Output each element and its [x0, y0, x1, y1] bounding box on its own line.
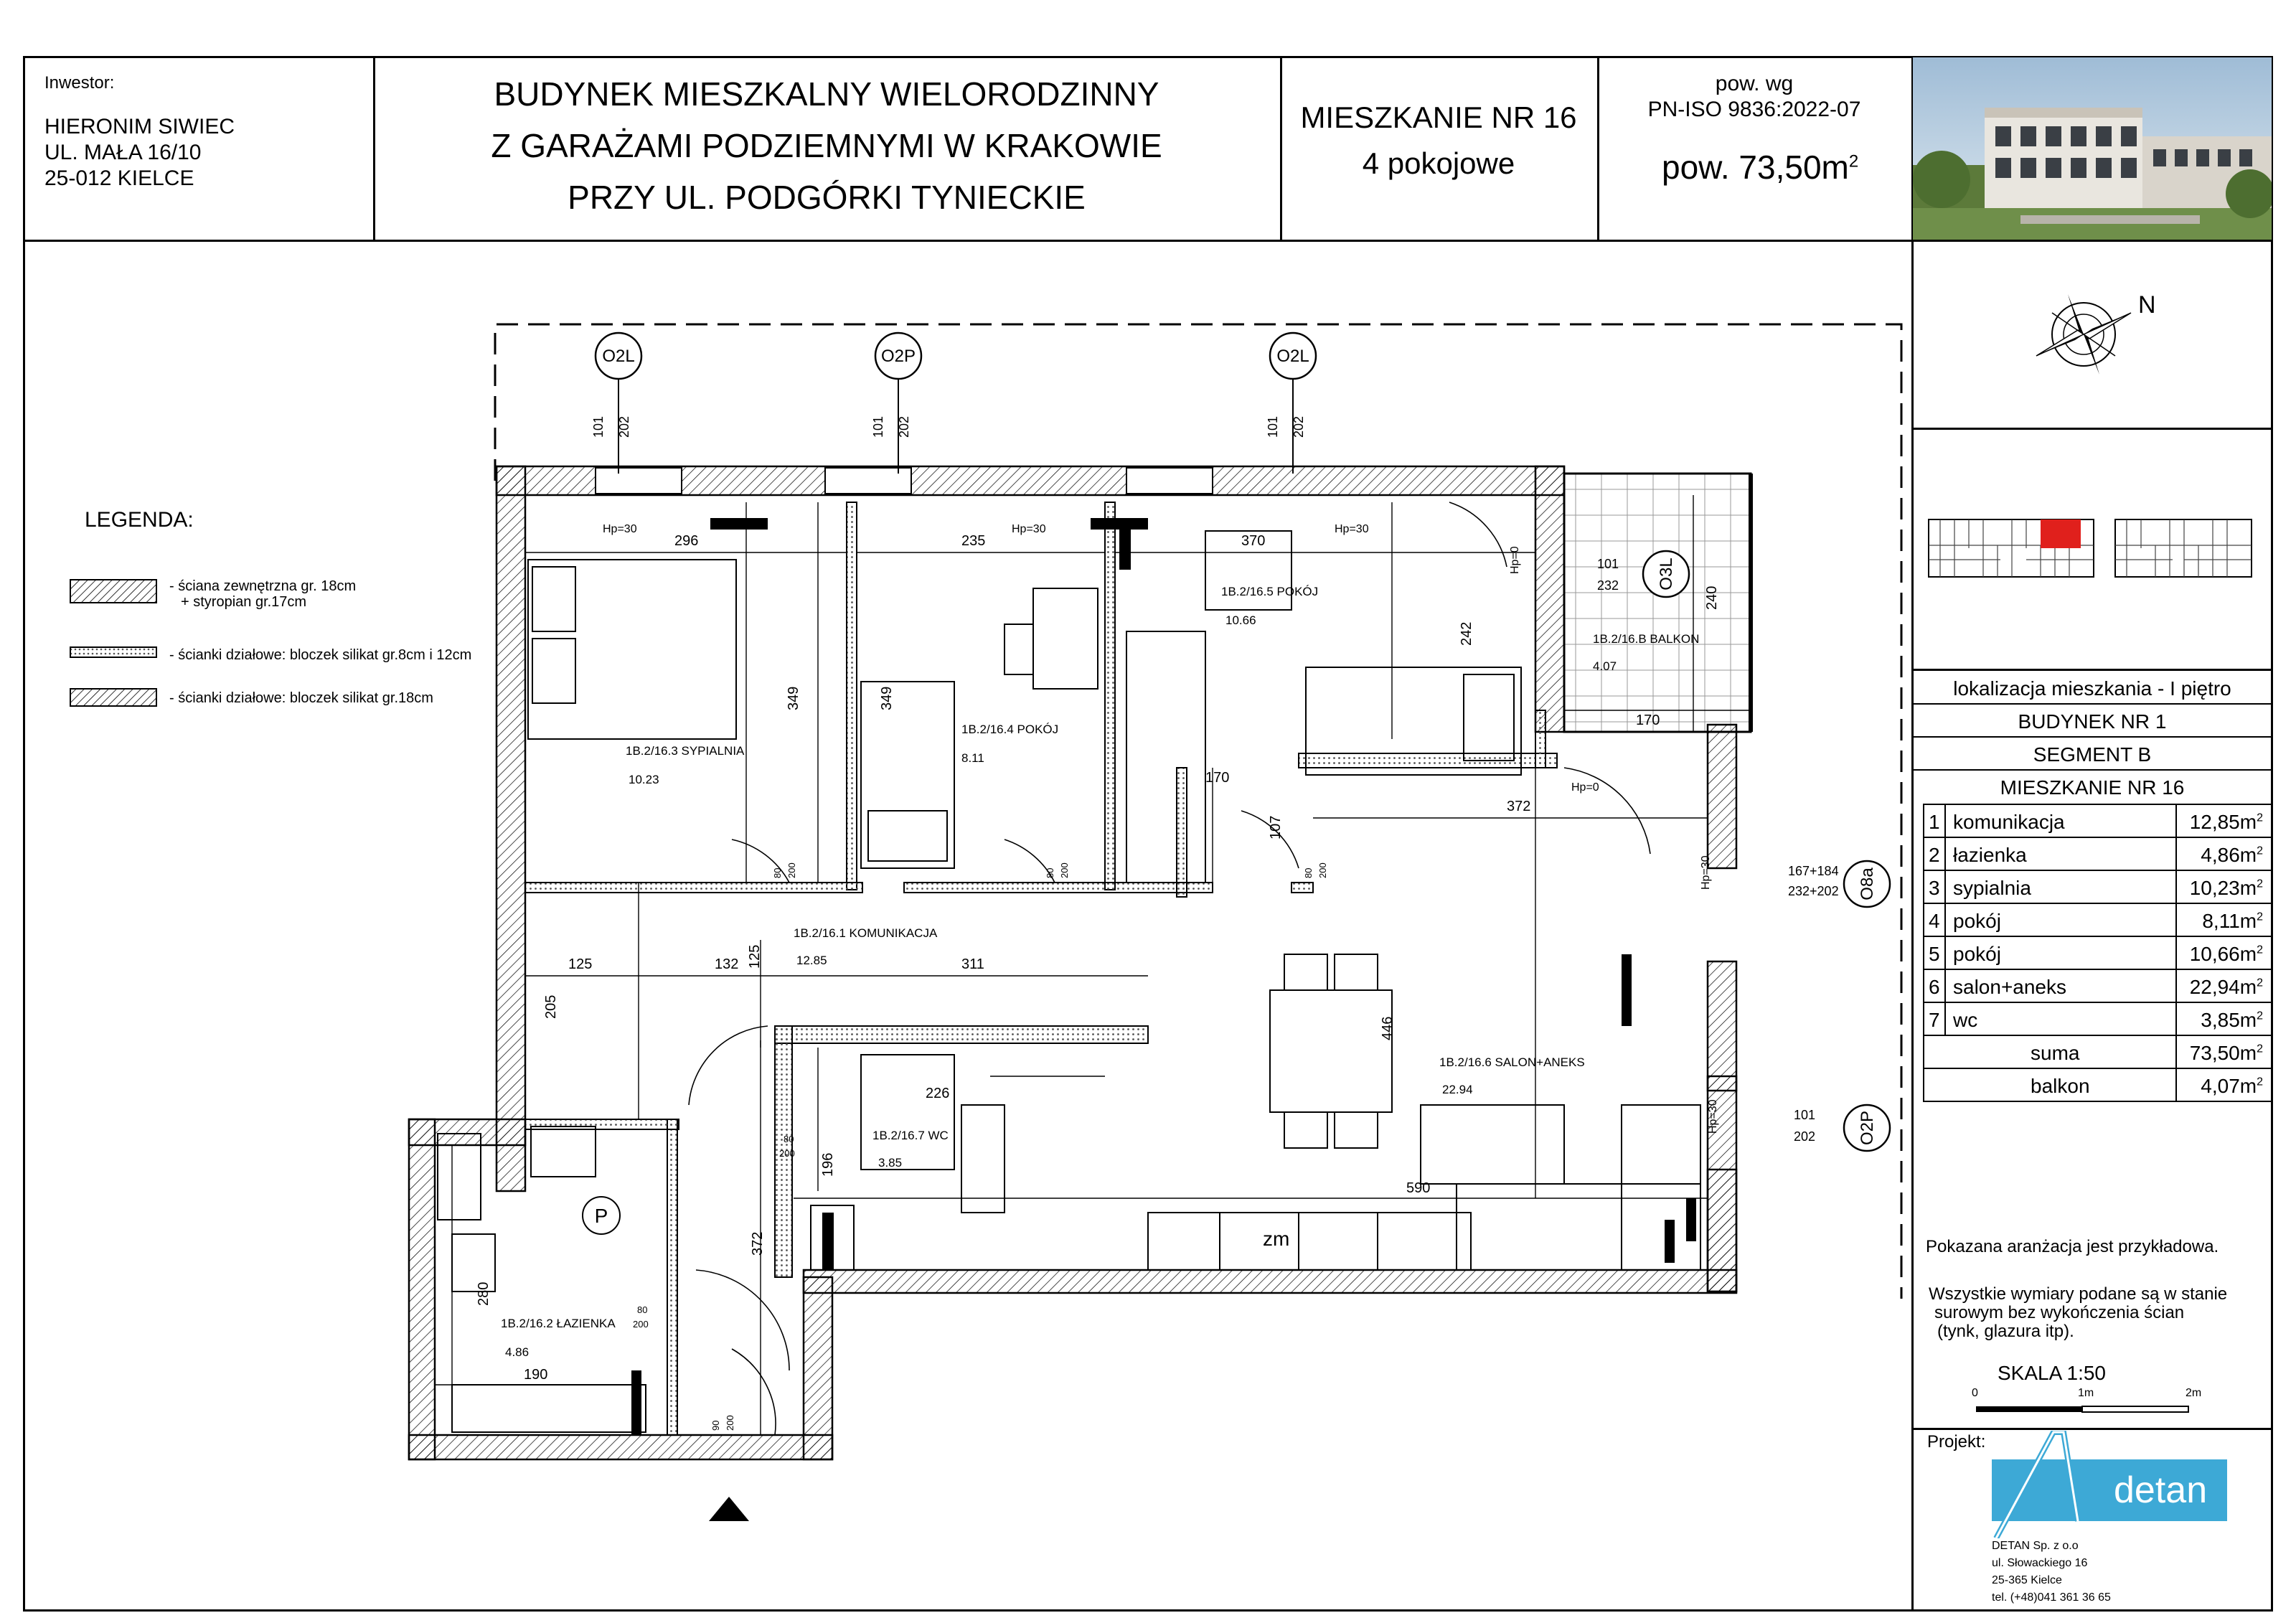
svg-text:O2L: O2L: [602, 347, 635, 366]
floor-plan: [387, 309, 1916, 1543]
svg-text:190: 190: [524, 1367, 548, 1383]
row-room-area: $12,85m^2$: [2189, 811, 2263, 833]
svg-text:200: 200: [1059, 862, 1070, 878]
svg-text:22.94: 22.94: [1442, 1083, 1473, 1096]
row-room-area: $10,23m^2$: [2189, 877, 2263, 899]
svg-text:101: 101: [1266, 415, 1280, 438]
row-room-name: salon+aneks: [1953, 976, 2067, 998]
svg-text:349: 349: [786, 686, 801, 710]
legend-title: LEGENDA:: [85, 508, 194, 532]
legend-item-partition-8-12: - ścianki działowe: bloczek silikat gr.8cm i 12cm: [169, 647, 472, 663]
investor-label: Inwestor:: [44, 73, 115, 93]
svg-text:4.86: 4.86: [505, 1345, 530, 1359]
svg-text:200: 200: [1317, 862, 1328, 878]
svg-text:196: 196: [820, 1152, 836, 1177]
project-title-line2: Z GARAŻAMI PODZIEMNYMI W KRAKOWIE: [491, 127, 1162, 164]
svg-text:detan: detan: [2114, 1469, 2208, 1511]
svg-text:167+184: 167+184: [1788, 864, 1839, 878]
scale-label: SKALA 1:50: [1998, 1362, 2107, 1384]
svg-text:1B.2/16.6 SALON+ANEKS: 1B.2/16.6 SALON+ANEKS: [1439, 1055, 1585, 1069]
sidebar-divider: [1911, 428, 2273, 430]
svg-text:P: P: [594, 1205, 608, 1227]
svg-text:372: 372: [1507, 799, 1531, 814]
legend-item-partition-18: - ścianki działowe: bloczek silikat gr.18cm: [169, 690, 433, 706]
location-segment: SEGMENT B: [2033, 743, 2152, 766]
company-phone: tel. (+48)041 361 36 65: [1992, 1591, 2111, 1604]
svg-text:101: 101: [591, 415, 606, 438]
svg-text:205: 205: [543, 994, 559, 1019]
svg-text:Hp=30: Hp=30: [1700, 855, 1712, 890]
svg-text:125: 125: [747, 944, 763, 969]
legend-item-insulation: + styropian gr.17cm: [181, 594, 307, 610]
svg-text:202: 202: [897, 415, 911, 438]
svg-text:80: 80: [784, 1134, 794, 1144]
row-room-name: łazienka: [1953, 844, 2027, 866]
table-sum-row: suma $73,50m^2$: [1923, 1035, 2273, 1068]
svg-text:200: 200: [786, 862, 797, 878]
svg-text:446: 446: [1380, 1016, 1396, 1040]
svg-text:80: 80: [637, 1304, 648, 1315]
company-name: DETAN Sp. z o.o: [1992, 1540, 2079, 1552]
svg-text:202: 202: [1794, 1129, 1816, 1144]
location-apartment: MIESZKANIE NR 16: [2000, 776, 2185, 799]
apartment-rooms: 4 pokojowe: [1362, 146, 1515, 180]
svg-text:101: 101: [1794, 1108, 1816, 1122]
svg-text:4.07: 4.07: [1593, 659, 1617, 673]
key-plan: [1926, 502, 2263, 588]
svg-text:1B.2/16.7 WC: 1B.2/16.7 WC: [872, 1129, 949, 1142]
project-title-line1: BUDYNEK MIESZKALNY WIELORODZINNY: [494, 75, 1159, 113]
row-divider: [1911, 769, 2273, 771]
row-number: 1: [1929, 811, 1940, 833]
row-room-name: pokój: [1953, 910, 2001, 932]
svg-text:80: 80: [1303, 867, 1314, 878]
north-arrow: [2023, 284, 2167, 399]
svg-text:Hp=0: Hp=0: [1571, 781, 1599, 794]
svg-text:170: 170: [1636, 712, 1660, 728]
svg-text:Hp=30: Hp=30: [1707, 1099, 1719, 1134]
sidebar-divider: [1911, 669, 2273, 671]
svg-text:311: 311: [961, 956, 984, 972]
row-number: 4: [1929, 910, 1940, 932]
location-building: BUDYNEK NR 1: [2018, 710, 2167, 733]
building-rendering: [1913, 57, 2272, 240]
row-room-area: $22,94m^2$: [2189, 976, 2263, 998]
svg-text:1B.2/16.B BALKON: 1B.2/16.B BALKON: [1593, 632, 1700, 646]
svg-text:202: 202: [1292, 415, 1306, 438]
scale-bar: [1966, 1382, 2210, 1418]
investor-street: UL. MAŁA 16/10: [44, 141, 202, 164]
row-room-name: sypialnia: [1953, 877, 2031, 899]
row-divider: [1911, 703, 2273, 705]
svg-text:0: 0: [1972, 1387, 1978, 1399]
svg-text:349: 349: [879, 686, 895, 710]
row-number: 3: [1929, 877, 1940, 899]
table-row: [1923, 870, 2273, 903]
area-total: pow. $73,50m^2$: [1662, 149, 1859, 186]
svg-text:1m: 1m: [2078, 1387, 2094, 1399]
svg-text:232: 232: [1597, 578, 1619, 593]
svg-text:1B.2/16.2 ŁAZIENKA: 1B.2/16.2 ŁAZIENKA: [501, 1317, 616, 1330]
investor-name: HIERONIM SIWIEC: [44, 115, 235, 138]
svg-text:80: 80: [1045, 867, 1055, 878]
project-title-line3: PRZY UL. PODGÓRKI TYNIECKIE: [568, 179, 1086, 216]
row-number: 7: [1929, 1009, 1940, 1031]
investor-city: 25-012 KIELCE: [44, 166, 194, 190]
table-row: [1923, 837, 2273, 870]
svg-text:372: 372: [750, 1231, 766, 1256]
detan-logo: [1992, 1431, 2236, 1538]
svg-text:10.66: 10.66: [1225, 613, 1256, 627]
row-number: 5: [1929, 943, 1940, 965]
svg-text:226: 226: [926, 1086, 950, 1101]
svg-text:O2P: O2P: [880, 347, 916, 366]
row-room-area: $10,66m^2$: [2189, 943, 2263, 965]
company-city: 25-365 Kielce: [1992, 1574, 2062, 1586]
svg-text:8.11: 8.11: [961, 751, 984, 765]
svg-text:132: 132: [715, 956, 739, 972]
apartment-number: MIESZKANIE NR 16: [1300, 100, 1577, 134]
svg-text:zm: zm: [1263, 1228, 1290, 1250]
svg-text:370: 370: [1241, 533, 1266, 549]
svg-text:2m: 2m: [2186, 1387, 2202, 1399]
area-standard-label: pow. wg: [1715, 72, 1794, 95]
svg-text:10.23: 10.23: [629, 773, 659, 786]
project-label: Projekt:: [1927, 1432, 1986, 1452]
svg-text:O8a: O8a: [1858, 867, 1877, 900]
legend-item-exterior-wall: - ściana zewnętrzna gr. 18cm: [169, 578, 357, 594]
table-balcony-row: balkon $4,07m^2$: [1923, 1068, 2273, 1101]
svg-text:280: 280: [476, 1281, 491, 1306]
svg-text:Hp=30: Hp=30: [1012, 523, 1046, 535]
svg-text:90: 90: [710, 1420, 721, 1431]
svg-text:1B.2/16.4 POKÓJ: 1B.2/16.4 POKÓJ: [961, 723, 1059, 736]
svg-text:590: 590: [1406, 1180, 1431, 1196]
svg-text:200: 200: [779, 1148, 795, 1159]
note-dimensions-1: Wszystkie wymiary podane są w stanie: [1929, 1284, 2228, 1304]
header-divider: [23, 240, 2273, 242]
svg-text:O2L: O2L: [1276, 347, 1309, 366]
row-number: 6: [1929, 976, 1940, 998]
note-dimensions-2: surowym bez wykończenia ścian: [1934, 1303, 2185, 1322]
sidebar-divider: [1911, 1428, 2273, 1430]
note-dimensions-3: (tynk, glazura itp).: [1937, 1322, 2074, 1341]
row-room-area: $8,11m^2$: [2202, 910, 2263, 932]
row-number: 2: [1929, 844, 1940, 866]
svg-text:235: 235: [961, 533, 986, 549]
svg-text:1B.2/16.5 POKÓJ: 1B.2/16.5 POKÓJ: [1221, 585, 1319, 598]
svg-text:242: 242: [1459, 621, 1474, 646]
table-row: [1923, 804, 2273, 837]
svg-text:O3L: O3L: [1657, 558, 1676, 591]
svg-text:232+202: 232+202: [1788, 884, 1839, 898]
svg-text:170: 170: [1205, 770, 1230, 786]
table-row: [1923, 936, 2273, 969]
svg-text:107: 107: [1268, 815, 1284, 839]
table-row: [1923, 969, 2273, 1002]
table-row: [1923, 1002, 2273, 1035]
row-room-name: komunikacja: [1953, 811, 2065, 833]
svg-text:200: 200: [633, 1319, 649, 1330]
svg-text:101: 101: [1597, 557, 1619, 571]
svg-text:1B.2/16.1 KOMUNIKACJA: 1B.2/16.1 KOMUNIKACJA: [794, 926, 938, 940]
area-standard-code: PN-ISO 9836:2022-07: [1647, 98, 1861, 121]
svg-text:200: 200: [725, 1415, 735, 1431]
company-street: ul. Słowackiego 16: [1992, 1557, 2088, 1569]
location-floor: lokalizacja mieszkania - I piętro: [1953, 677, 2231, 700]
table-row: [1923, 903, 2273, 936]
svg-text:O2P: O2P: [1858, 1110, 1877, 1146]
svg-text:296: 296: [674, 533, 699, 549]
svg-text:12.85: 12.85: [796, 954, 827, 967]
row-room-name: pokój: [1953, 943, 2001, 965]
svg-text:101: 101: [871, 415, 885, 438]
row-room-area: $3,85m^2$: [2201, 1009, 2263, 1031]
svg-text:80: 80: [772, 867, 783, 878]
note-arrangement: Pokazana aranżacja jest przykładowa.: [1926, 1237, 2219, 1256]
svg-text:Hp=0: Hp=0: [1509, 546, 1521, 574]
svg-text:1B.2/16.3 SYPIALNIA: 1B.2/16.3 SYPIALNIA: [626, 744, 745, 758]
svg-text:Hp=30: Hp=30: [1335, 523, 1369, 535]
north-label: N: [2138, 291, 2156, 319]
svg-text:240: 240: [1704, 585, 1720, 610]
legend-swatches: [69, 574, 162, 718]
svg-text:125: 125: [568, 956, 593, 972]
row-room-area: $4,86m^2$: [2201, 844, 2263, 866]
svg-text:202: 202: [617, 415, 631, 438]
row-room-name: wc: [1953, 1009, 1978, 1031]
svg-text:3.85: 3.85: [878, 1156, 903, 1170]
svg-text:Hp=30: Hp=30: [603, 523, 637, 535]
row-divider: [1911, 736, 2273, 738]
